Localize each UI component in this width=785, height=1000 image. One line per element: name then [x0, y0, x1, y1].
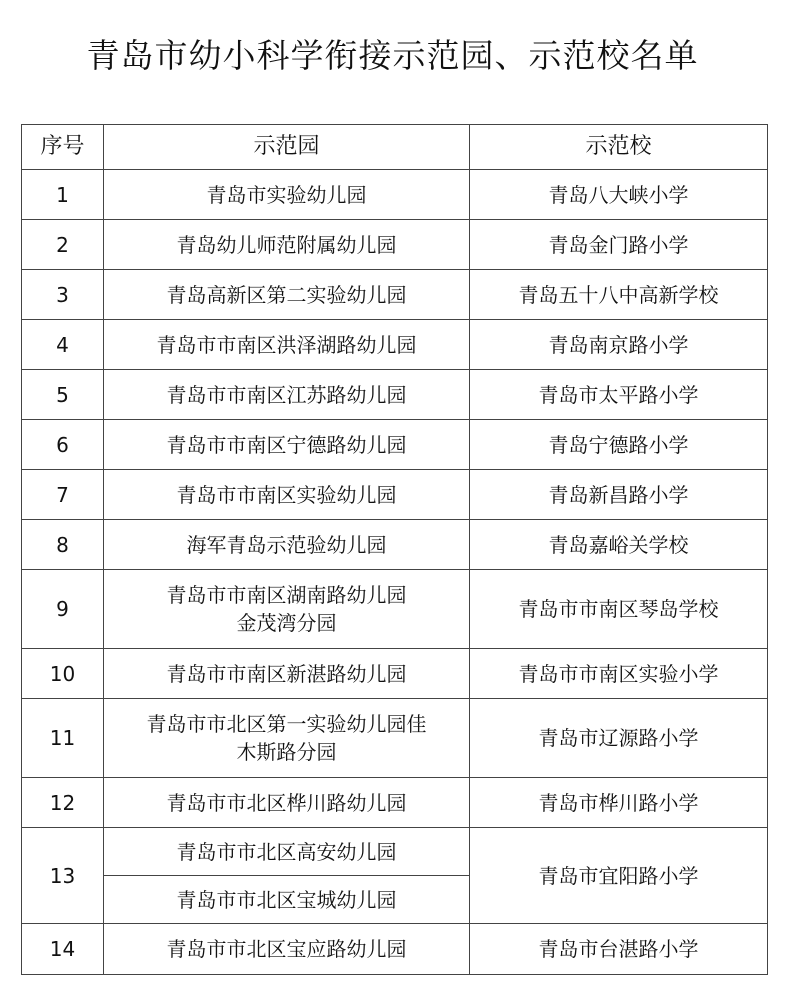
- cell-school: 青岛南京路小学: [470, 320, 768, 370]
- table-row: [22, 924, 768, 975]
- cell-kindergarten: 青岛市市北区桦川路幼儿园: [104, 778, 470, 828]
- cell-kindergarten: 青岛市市南区新湛路幼儿园: [104, 649, 470, 699]
- cell-kindergarten: 青岛市市北区宝城幼儿园: [104, 876, 470, 924]
- cell-kindergarten: 青岛市实验幼儿园: [104, 170, 470, 220]
- cell-kindergarten: 青岛市市南区实验幼儿园: [104, 470, 470, 520]
- cell-no: 11: [22, 699, 104, 778]
- table-row: [22, 270, 768, 320]
- cell-no: 1: [22, 170, 104, 220]
- cell-kindergarten: 青岛市市北区第一实验幼儿园佳 木斯路分园: [104, 699, 470, 778]
- cell-school: 青岛市市南区实验小学: [470, 649, 768, 699]
- table-row: [22, 828, 768, 876]
- cell-no: 14: [22, 924, 104, 975]
- cell-no: 7: [22, 470, 104, 520]
- cell-no: 12: [22, 778, 104, 828]
- table-row: [22, 420, 768, 470]
- cell-school: 青岛新昌路小学: [470, 470, 768, 520]
- cell-school: 青岛金门路小学: [470, 220, 768, 270]
- table-row: [22, 220, 768, 270]
- cell-no: 4: [22, 320, 104, 370]
- table-row: [22, 699, 768, 778]
- roster-table: [21, 124, 768, 975]
- header-no: 序号: [22, 125, 104, 170]
- cell-no: 2: [22, 220, 104, 270]
- header-kindergarten: 示范园: [104, 125, 470, 170]
- cell-kindergarten: 海军青岛示范验幼儿园: [104, 520, 470, 570]
- cell-kindergarten: 青岛市市南区江苏路幼儿园: [104, 370, 470, 420]
- cell-kindergarten: 青岛市市南区湖南路幼儿园 金茂湾分园: [104, 570, 470, 649]
- table-row: [22, 520, 768, 570]
- cell-school: 青岛八大峡小学: [470, 170, 768, 220]
- cell-no: 3: [22, 270, 104, 320]
- cell-school: 青岛市桦川路小学: [470, 778, 768, 828]
- page-title: 青岛市幼小科学衔接示范园、示范校名单: [86, 36, 699, 75]
- cell-no: 9: [22, 570, 104, 649]
- cell-school: 青岛五十八中高新学校: [470, 270, 768, 320]
- table-row: [22, 778, 768, 828]
- cell-school: 青岛市市南区琴岛学校: [470, 570, 768, 649]
- cell-school: 青岛市太平路小学: [470, 370, 768, 420]
- cell-no: 5: [22, 370, 104, 420]
- cell-no: 10: [22, 649, 104, 699]
- cell-school: 青岛嘉峪关学校: [470, 520, 768, 570]
- table-row: [22, 470, 768, 520]
- cell-kindergarten: 青岛幼儿师范附属幼儿园: [104, 220, 470, 270]
- table-row: [22, 570, 768, 649]
- cell-kindergarten: 青岛市市南区宁德路幼儿园: [104, 420, 470, 470]
- table-row: [22, 370, 768, 420]
- cell-school: 青岛市台湛路小学: [470, 924, 768, 975]
- header-school: 示范校: [470, 125, 768, 170]
- cell-no: 13: [22, 828, 104, 924]
- cell-school: 青岛市辽源路小学: [470, 699, 768, 778]
- cell-school: 青岛市宜阳路小学: [470, 828, 768, 924]
- cell-no: 6: [22, 420, 104, 470]
- cell-kindergarten: 青岛市市北区宝应路幼儿园: [104, 924, 470, 975]
- cell-no: 8: [22, 520, 104, 570]
- cell-kindergarten: 青岛市市南区洪泽湖路幼儿园: [104, 320, 470, 370]
- table-header-row: [22, 125, 768, 170]
- cell-kindergarten: 青岛市市北区高安幼儿园: [104, 828, 470, 876]
- cell-school: 青岛宁德路小学: [470, 420, 768, 470]
- table-row: [22, 649, 768, 699]
- cell-kindergarten: 青岛高新区第二实验幼儿园: [104, 270, 470, 320]
- table-row: [22, 320, 768, 370]
- table-row: [22, 170, 768, 220]
